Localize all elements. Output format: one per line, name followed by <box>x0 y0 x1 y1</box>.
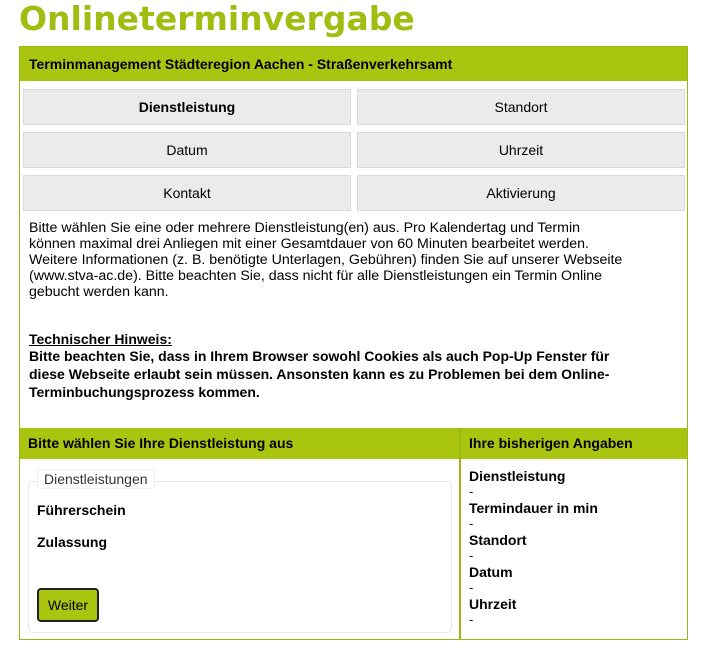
intro-line: Bitte wählen Sie eine oder mehrere Dienstleistung(en) aus. Pro Kalendertag und Termin <box>29 220 580 236</box>
hint-line: Bitte beachten Sie, dass in Ihrem Browser sowohl Cookies als auch Pop-Up Fenster für <box>29 348 610 364</box>
step-datum[interactable]: Datum <box>23 132 351 168</box>
summary-label: Uhrzeit <box>469 596 517 612</box>
summary-value: - <box>469 516 474 531</box>
hint-line: Terminbuchungsprozess kommen. <box>29 384 260 400</box>
column-divider <box>459 428 461 640</box>
summary-label: Dienstleistung <box>469 468 566 484</box>
summary-header: Ihre bisherigen Angaben <box>461 428 687 459</box>
summary-item-datum <box>469 564 513 596</box>
appointment-panel <box>19 46 688 640</box>
step-dienstleistung[interactable]: Dienstleistung <box>23 89 351 125</box>
panel-header: Terminmanagement Städteregion Aachen - Straßenverkehrsamt <box>20 47 687 81</box>
summary-label: Datum <box>469 564 513 580</box>
summary-value: - <box>469 580 474 595</box>
step-navigation <box>20 81 687 213</box>
intro-text <box>29 220 679 300</box>
services-legend: Dienstleistungen <box>37 469 155 489</box>
intro-line: gebucht werden kann. <box>29 284 169 300</box>
intro-line: Weitere Informationen (z. B. benötigte Unterlagen, Gebühren) finden Sie auf unserer Webseite <box>29 252 623 268</box>
step-aktivierung[interactable]: Aktivierung <box>357 175 685 211</box>
step-uhrzeit[interactable]: Uhrzeit <box>357 132 685 168</box>
summary-item-uhrzeit <box>469 596 516 628</box>
summary-item-standort <box>469 532 527 564</box>
summary-value: - <box>469 484 474 499</box>
service-selection-header: Bitte wählen Sie Ihre Dienstleistung aus <box>20 428 459 459</box>
summary-item-dienstleistung <box>469 468 565 500</box>
hint-line: diese Webseite erlaubt sein müssen. Ansonsten kann es zu Problemen bei dem Online- <box>29 366 610 382</box>
summary-item-termindauer <box>469 500 598 532</box>
step-standort[interactable]: Standort <box>357 89 685 125</box>
intro-line: (www.stva-ac.de). Bitte beachten Sie, dass nicht für alle Dienstleistungen ein Termin Online <box>29 268 603 284</box>
summary-label: Termindauer in min <box>469 500 598 516</box>
intro-line: können maximal drei Anliegen mit einer Gesamtdauer von 60 Minuten bearbeitet werden. <box>29 236 589 252</box>
summary-value: - <box>469 612 474 627</box>
weiter-button[interactable]: Weiter <box>37 588 99 622</box>
technical-hint-title: Technischer Hinweis: <box>29 331 172 347</box>
technical-hint-text <box>29 347 679 401</box>
summary-value: - <box>469 548 474 563</box>
service-zulassung[interactable]: Zulassung <box>37 534 108 550</box>
summary-label: Standort <box>469 532 527 548</box>
step-kontakt[interactable]: Kontakt <box>23 175 351 211</box>
page-title: Onlineterminvergabe <box>19 0 415 38</box>
service-fuehrerschein[interactable]: Führerschein <box>37 502 126 518</box>
